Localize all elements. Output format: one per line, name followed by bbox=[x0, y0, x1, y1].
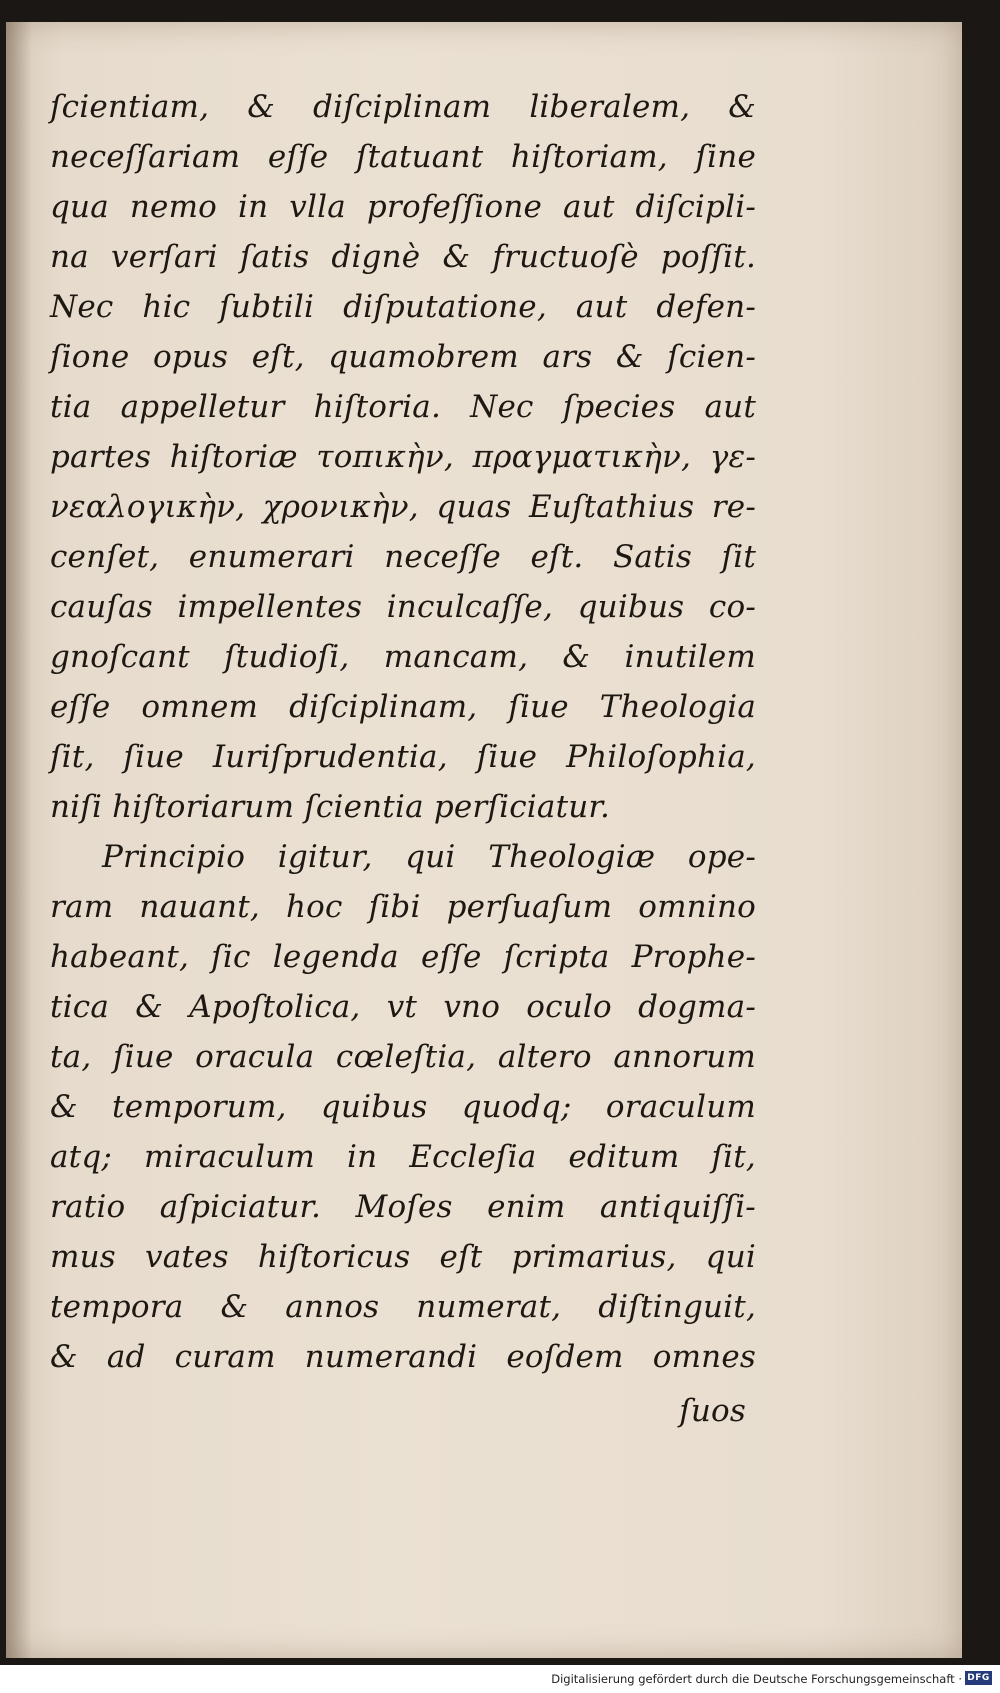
text-line: cenſet, enumerari neceſſe eſt. Satis ſit bbox=[50, 539, 756, 575]
dfg-logo: DFG bbox=[965, 1671, 992, 1685]
book-page bbox=[6, 22, 962, 1658]
text-line: tia appelletur hiſtoria. Nec ſpecies aut bbox=[50, 389, 756, 425]
digitization-credit: Digitalisierung gefördert durch die Deutsche Forschungsgemeinschaft · bbox=[551, 1672, 962, 1686]
text-line: ſit, ſiue Iuriſprudentia, ſiue Philoſophia, bbox=[50, 739, 756, 775]
text-line: eſſe omnem diſciplinam, ſiue Theologia bbox=[50, 689, 756, 725]
catchword: ſuos bbox=[679, 1393, 746, 1429]
text-line: νεαλογικὴν, χρονικὴν, quas Euſtathius re- bbox=[50, 489, 756, 525]
text-line: ratio aſpiciatur. Moſes enim antiquiſſi- bbox=[50, 1189, 756, 1225]
text-line: cauſas impellentes inculcaſſe, quibus co- bbox=[50, 589, 756, 625]
text-line: qua nemo in vlla profeſſione aut diſcipli- bbox=[50, 189, 756, 225]
text-line: atq; miraculum in Eccleſia editum ſit, bbox=[50, 1139, 756, 1175]
text-line: gnoſcant ſtudioſi, mancam, & inutilem bbox=[50, 639, 756, 675]
text-line: ram nauant, hoc ſibi perſuaſum omnino bbox=[50, 889, 756, 925]
text-line: Nec hic ſubtili diſputatione, aut defen- bbox=[50, 289, 756, 325]
text-line: ſione opus eſt, quamobrem ars & ſcien- bbox=[50, 339, 756, 375]
text-line: habeant, ſic legenda eſſe ſcripta Prophe- bbox=[50, 939, 756, 975]
text-line: mus vates hiſtoricus eſt primarius, qui bbox=[50, 1239, 756, 1275]
text-line: tempora & annos numerat, diſtinguit, bbox=[50, 1289, 756, 1325]
text-line: neceſſariam eſſe ſtatuant hiſtoriam, ſine bbox=[50, 139, 756, 175]
page-text bbox=[50, 82, 756, 1436]
text-line: & ad curam numerandi eoſdem omnes bbox=[50, 1339, 756, 1375]
text-line: ſcientiam, & diſciplinam liberalem, & bbox=[50, 89, 756, 125]
paragraph-start-line: Principio igitur, qui Theologiæ ope- bbox=[102, 839, 756, 875]
text-line: partes hiſtoriæ τοπικὴν, πραγματικὴν, γε- bbox=[50, 439, 756, 475]
footer-bar bbox=[0, 1665, 1000, 1693]
text-line: & temporum, quibus quodq; oraculum bbox=[50, 1089, 756, 1125]
text-line: na verſari ſatis dignè & fructuoſè poſſit. bbox=[50, 239, 756, 275]
paragraph-end-line: niſi hiſtoriarum ſcientia perſiciatur. bbox=[50, 789, 611, 825]
text-line: ta, ſiue oracula cœleſtia, altero annorum bbox=[50, 1039, 756, 1075]
text-line: tica & Apoſtolica, vt vno oculo dogma- bbox=[50, 989, 756, 1025]
